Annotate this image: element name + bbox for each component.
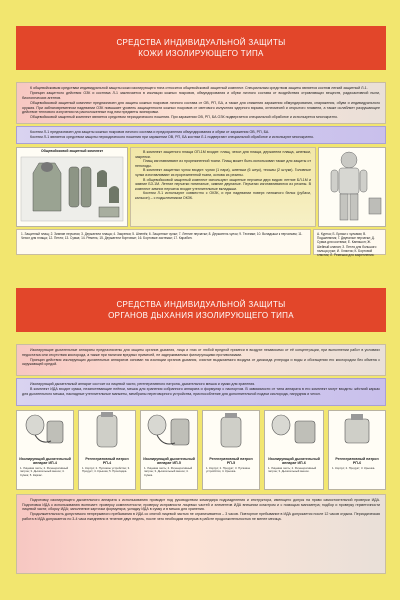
paragraph: Общевойсковой защитный комплект предназначен для защиты кожных покровов личного состава от ОВ, РП, БА, а также для снижения заражения обмундирования, снаряжения, обуви и индивидуального оружия. При заблаговременном надевании ОЗК повышает уровень защищенности кожных покровов от светового излучения ядерного взрыва, огнесмесей и открытого пламени, а также ослабляет разрушающее действие теплового излучения на расположенные под ним предметы экипировки. [22, 100, 380, 115]
trouser-leg-icon [340, 194, 348, 220]
cartridge-icon [203, 411, 259, 451]
ozk-legend: 1. Защитный плащ; 2. Зимние перчатки; 3. Держатели плаща; 4. Закрепки; 5. Шпенёк; 6. Защитные чулки; 7. Летние перчатки; 8. Держатель чулок; 9. Тесемки; 10. Вкладыши к перчаткам; 11. Чехол для плаща; 12. Петля; 13. Сумка; 14. Ремень; 15. Держатели бортовые; 16. Бортовые застежки; 17. Карабин. [16, 229, 311, 255]
device-card [202, 410, 260, 490]
breathing-apparatus-icon [141, 411, 197, 451]
bag-icon [369, 198, 381, 214]
paragraph: Общевойсковой защитный комплект является средством периодического ношения. При заражении ОВ, РП, БА ОЗК подвергается специальной обработке и используется многократно. [30, 115, 338, 120]
section1-title-line2: КОЖИ ИЗОЛИРУЮЩЕГО ТИПА [138, 49, 264, 58]
section1-title-line1: СРЕДСТВА ИНДИВИДУАЛЬНОЙ ЗАЩИТЫ [116, 38, 286, 47]
ozk-description [130, 147, 316, 227]
paragraph: Плащ изготавливают из прорезиненной ткани. Плащ может быть использован также для защиты от непогоды. [135, 159, 311, 168]
glove-icon [97, 170, 107, 187]
stocking-icon [81, 167, 91, 207]
paragraph: Продолжительность допустимого непрерывного пребывания в ИДА со снятой лицевой частью не ограничивается – 3 часов. Повторное пребывание в ИДА допускается после 12 часов отдыха. Периодическая работа в ИДА допускается по 3-4 часа ежедневно в течение двух недель, после чего необходим перерыв в работе продолжительностью не менее месяца. [22, 512, 380, 521]
device-desc: 1. Лицевая часть; 2. Регенеративный патрон; 3. Дыхательный мешок; 4. Сумка; 5. Каркас. [20, 465, 69, 477]
device-card [328, 410, 386, 490]
ozk-kit-illustration [17, 153, 127, 225]
section2-bottom-text [16, 494, 386, 574]
hood-icon [41, 162, 53, 172]
glove-icon [109, 186, 119, 203]
device-card [16, 410, 74, 490]
section2-title-line2: ОРГАНОВ ДЫХАНИЯ ИЗОЛИРУЮЩЕГО ТИПА [108, 311, 294, 320]
ozk-row [16, 147, 386, 227]
trouser-leg-icon [350, 194, 358, 220]
device-card [264, 410, 324, 490]
ozk-image-panel [16, 147, 128, 227]
l1-legend: А. Куртка; Б. Брюки с чулками; В. Подшлемник; Г. Двупалые перчатки; Д. Сумка для костюма; Е. Капюшон; Ж. Шейный клапан; З. Петля для большого пальца руки; И. Хлястик; К. Бортовой хлястик; Л. Ремешки для закрепления. [313, 229, 386, 255]
cartridge-icon [79, 411, 135, 451]
sleeve-icon [331, 170, 338, 192]
breathing-apparatus-icon [265, 411, 323, 451]
device-card [140, 410, 198, 490]
paragraph: Изолирующие дыхательные аппараты предназначены для защиты органов дыхания, лица и глаз от любой вредной примеси в воздухе независимо от её концентрации, при выполнении работ в условиях недостатка или отсутствия кислорода, а также при наличии вредных примесей, не задерживаемых фильтрующими противогазами. [22, 348, 380, 357]
device-desc: 1. Корпус; 2. Продукт; 3. Крышка. [332, 465, 376, 470]
section2-title-line1: СРЕДСТВА ИНДИВИДУАЛЬНОЙ ЗАЩИТЫ [116, 300, 286, 309]
paragraph: В комплект ИДА входят сумка, незапотевающие плёнки, мешок для хранения собранного аппарата и формуляр с паспортом. В зависимости от типа аппарата в его комплект могут входить: жёсткий каркас для дыхательного мешка, накладные утеплительные манжеты, мембраны переговорного устройства, приспособление для дополнительной подачи кислорода, нагрудник и чехол. [22, 387, 380, 396]
l1-suit-illustration [319, 148, 385, 226]
paragraph: В комплект защитных чулок входят: чулки (1 пара), шпеньки (6 штук), тесьмы (2 штуки). Головные чулки изготавливают из прорезиненной ткани, основа из резины. [135, 168, 311, 177]
section1-intro-text [16, 82, 386, 124]
ozk-caption: Общевойсковой защитный комплект [40, 149, 104, 153]
device-desc: 1. Лицевая часть; 2. Регенеративный патрон; 3. Дыхательный мешок; 4. Сумка. [144, 465, 193, 477]
stocking-icon [69, 167, 79, 207]
cartridge-icon [329, 411, 385, 451]
section2-intro-text [16, 344, 386, 376]
hood-icon [341, 152, 357, 168]
device-title: Изолирующий дыхательный аппарат ИП-4 [19, 457, 71, 466]
section2-title [16, 288, 386, 332]
device-title: Изолирующий дыхательный аппарат ИП-6 [268, 457, 320, 466]
paragraph: Костюм Л-1 используют совместно с ОКЗК, и при надевании поверх натяжного белья (рубахи, кальсон) – с подшлемником ОКЗК. [135, 191, 311, 200]
device-title: Регенеративный патрон РП-4 [85, 457, 129, 466]
device-title: Изолирующий дыхательный аппарат ИП-5 [143, 457, 195, 466]
section2-kit-text [16, 378, 386, 406]
paragraph: Принцип защитного действия ОЗК и костюма Л-1 заключается в изоляции кожных покровов, обмундирования и обуви личного состава от воздействия отравляющих веществ, радиоактивной пыли, биологических агентов. [22, 91, 380, 100]
poster-frame [16, 10, 386, 588]
paragraph: Изолирующий дыхательный аппарат состоит из лицевой части, регенеративного патрона, дыхательного мешка и сумки для хранения. [30, 382, 256, 386]
breathing-apparatus-icon [17, 411, 73, 451]
device-desc: 1. Корпус; 2. Пусковое устройство; 3. Продукт; 4. Крышка; 5. Прокладка. [82, 465, 131, 474]
sleeve-icon [360, 170, 367, 192]
device-title: Регенеративный патрон РП-5 [209, 457, 253, 466]
device-desc: 1. Корпус; 2. Продукт; 3. Пусковое устройство; 4. Крышка. [206, 465, 251, 474]
jacket-icon [339, 168, 359, 194]
devices-row [16, 410, 386, 490]
paragraph: В комплект защитного плаща ОП-1М входят: плащ, чехол для плаща, держатели плаща, шпеньки, закрепки. [135, 150, 311, 159]
paragraph: Подготовку изолирующего дыхательного аппарата к использованию проводит под руководством командира подразделения и инструктора, имеющего допуск на право самостоятельной проверки ИДА. Подготовка ИДА к использованию включает: проверку комплектности; проверку исправности лицевых частей и элементов ИДА внешним осмотром и с помощью манометра; подбор и проверку герметичности лицевой части; сборку ИДА; заполнение карточки формуляра; укладку ИДА в сумку и в мешок для хранения. [22, 498, 380, 512]
paragraph: Костюм Л-1 является средством защиты периодического ношения при заражении ОВ, РП, БА костюм Л-1 подвергают специальной обработке и используют многократно. [30, 135, 315, 140]
section1-l1-text [16, 126, 386, 144]
paragraph: В общевойсковой защитный комплект используют защитные перчатки двух видов: летние БЛ-1М и зимние БЗ-1М. Летние перчатки пятипалые, зимние двупалые. Перчатки изготавливаются из резины. В комплект зимних перчаток входят утеплительные вкладыши. [135, 177, 311, 191]
device-desc: 1. Лицевая часть; 2. Регенеративный патрон; 3. Дыхательный мешок. [268, 465, 317, 474]
section1-title [16, 26, 386, 70]
paragraph: Костюм Л-1 предназначен для защиты кожных покровов личного состава и предохранения обмундирования и обуви от заражения ОВ, РП, БА. [30, 130, 270, 134]
paragraph: Принцип действия изолирующих дыхательных аппаратов основан на изоляции органов дыхания, очистке выдыхаемого воздуха от диоксида углерода и воды и обогащении его кислородом без обмена с окружающей средой. [22, 357, 380, 367]
legend-row [16, 229, 386, 258]
device-title: Регенеративный патрон РП-6 [335, 457, 379, 466]
paragraph: К общевойсковым средствам индивидуальной защиты кожи изолирующего типа относится общевойсковой защитный комплект. Специальным средством защиты является костюм легкий защитный Л-1. [30, 86, 368, 90]
device-card [78, 410, 136, 490]
l1-suit-image-panel [318, 147, 386, 227]
bag-icon [99, 207, 119, 217]
